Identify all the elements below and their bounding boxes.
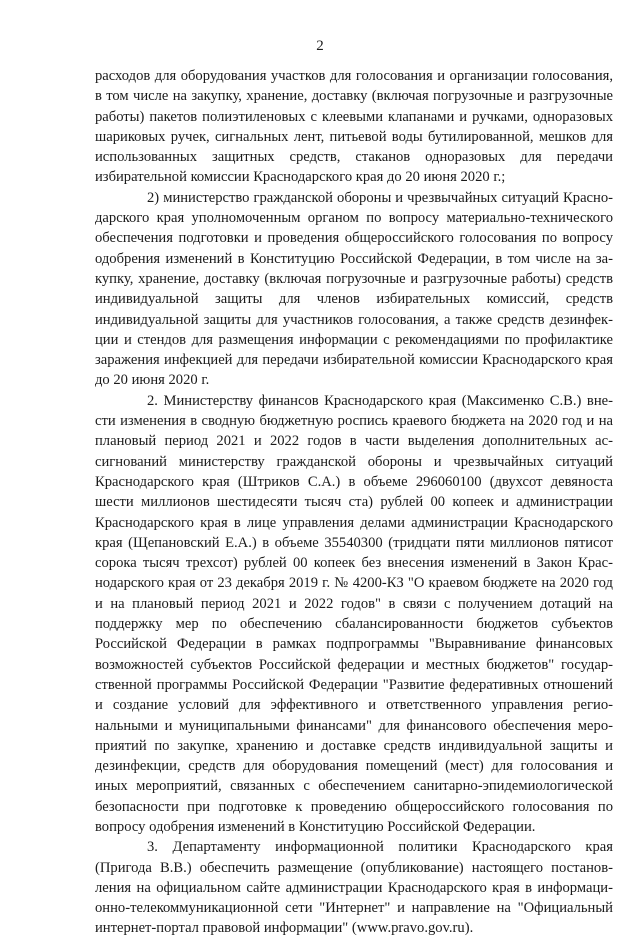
page-number: 2 bbox=[316, 38, 324, 54]
paragraph-item-3-publication: 3. Департаменту информационной политики Краснодарского края (Пригода В.В.) обеспечить размещение (опубликование) настоящего постановления на официальном сайте администрации Краснодарского края в информационно-телекоммуникационной сети "Интернет" и направление на "Официальный интернет-портал правовой информации" (www.pravo.gov.ru). bbox=[95, 839, 613, 937]
paragraph-item-2-ministry: 2) министерство гражданской обороны и чрезвычайных ситуаций Краснодарского края уполномоченным органом по вопросу материально-технического обеспечения подготовки и проведения общероссийского голосования по вопросу одобрения изменений в Конституцию Российской Федерации, в том числе на закупку, хранение, доставку (включая погрузочные и разгрузочные работы) средств индивидуальной защиты для членов избирательных комиссий, средств индивидуальной защиты для участников голосования, а также средств дезинфекции и стендов для размещения информации с рекомендациями по профилактике заражения инфекцией для передачи избирательной комиссии Краснодарского края до 20 июня 2020 г. bbox=[95, 189, 613, 389]
paragraph-continuation: расходов для оборудования участков для голосования и организации голосования, в том числе на закупку, хранение, доставку (включая погрузочные и разгрузочные работы) пакетов полиэтиленовых с клеевыми клапанами и ручками, одноразовых шариковых ручек, сигнальных лент, питьевой воды бутилированной, мешков для использованных защитных средств, стаканов одноразовых для передачи избирательной комиссии Краснодарского края до 20 июня 2020 г.; bbox=[95, 68, 613, 186]
document-body bbox=[95, 66, 613, 939]
paragraph-item-2-finance: 2. Министерству финансов Краснодарского края (Максименко С.В.) внести изменения в сводную бюджетную роспись краевого бюджета на 2020 год и на плановый период 2021 и 2022 годов в части выделения дополнительных ассигнований министерству гражданской обороны и чрезвычайных ситуаций Краснодарского края (Штриков С.А.) в объеме 296060100 (двухсот девяноста шести миллионов шестидесяти тысяч ста) рублей 00 копеек и администрации Краснодарского края в лице управления делами администрации Краснодарского края (Щепановский Е.А.) в объеме 35540300 (тридцати пяти миллионов пятисот сорока тысяч трехсот) рублей 00 копеек без внесения изменений в Закон Краснодарского края от 23 декабря 2019 г. № 4200-КЗ "О краевом бюджете на 2020 год и на плановый период 2021 и 2022 годов" в связи с получением дотаций на поддержку мер по обеспечению сбалансированности бюджетов субъектов Российской Федерации в рамках подпрограммы "Выравнивание финансовых возможностей субъектов Российской федерации и местных бюджетов" государственной программы Российской Федерации "Развитие федеративных отношений и создание условий для эффективного и ответственного управления региональными и муниципальными финансами" для финансового обеспечения мероприятий по закупке, хранению и доставке средств индивидуальной защиты и дезинфекции, средств для оборудования помещений (мест) для голосования и иных мероприятий, связанных с обеспечением санитарно-эпидемиологической безопасности при подготовке к проведению общероссийского голосования по вопросу одобрения изменений в Конституцию Российской Федерации. bbox=[95, 392, 613, 835]
